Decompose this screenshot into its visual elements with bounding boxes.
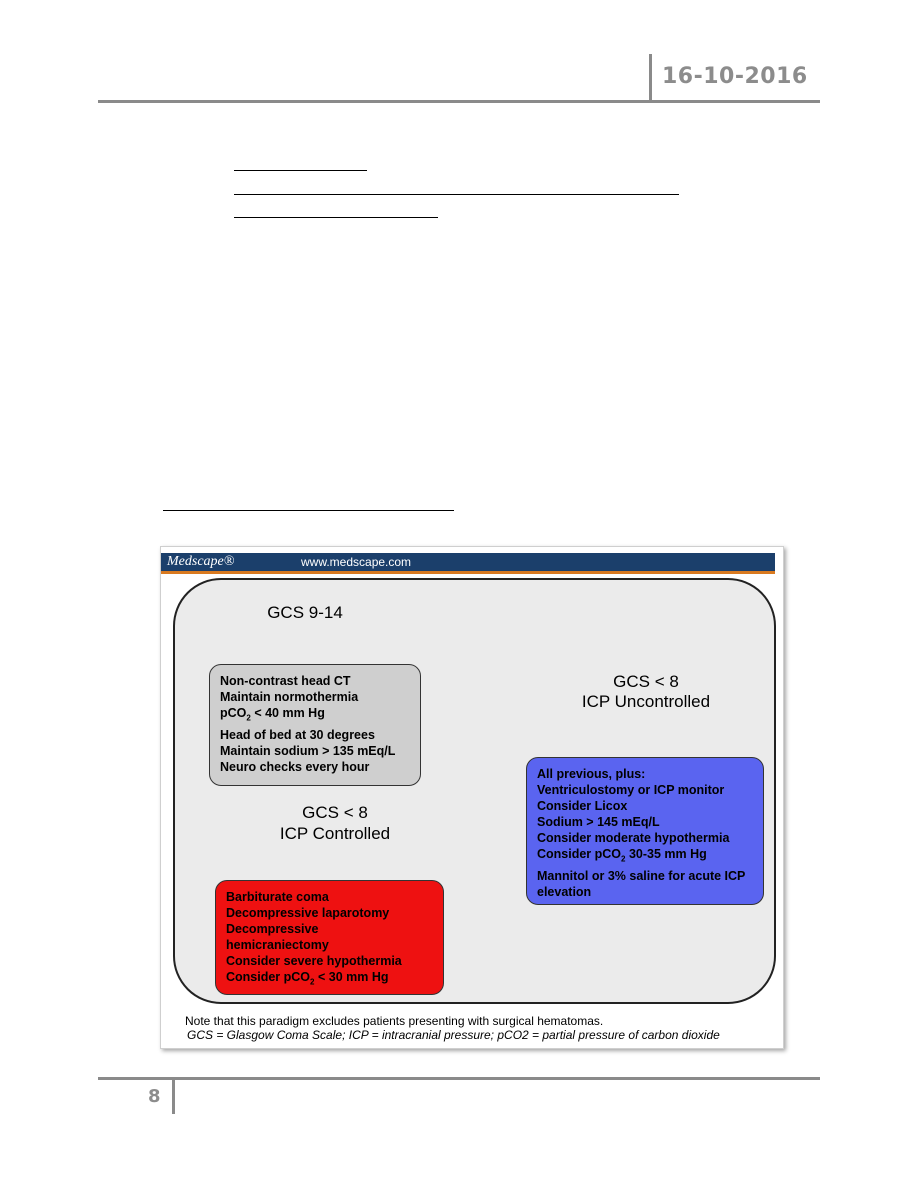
controlled-item: Consider pCO$_2$ < 30 mm Hg (226, 970, 389, 987)
figure-abbreviations: GCS = Glasgow Coma Scale; ICP = intracranial pressure; pCO2 = partial pressure of carbon dioxide (187, 1028, 720, 1042)
uncontrolled-heading-2: ICP Uncontrolled (581, 692, 711, 711)
footer-rule (98, 1077, 820, 1080)
paradigm-panel (173, 578, 776, 1004)
medscape-url: www.medscape.com (301, 555, 412, 569)
footer-divider (172, 1080, 175, 1114)
header-divider (649, 54, 652, 102)
controlled-item: Consider severe hypothermia (226, 954, 402, 968)
page-number: 8 (148, 1086, 161, 1107)
blank-line (234, 217, 438, 218)
uncontrolled-heading-1: GCS < 8 (613, 672, 679, 691)
controlled-heading-2: ICP Controlled (279, 824, 391, 843)
controlled-item: Barbiturate coma (226, 890, 329, 904)
blank-line (234, 170, 367, 171)
gcs914-heading: GCS 9-14 (267, 603, 343, 622)
header-date: 16-10-2016 (662, 64, 808, 89)
uncontrolled-item: Consider moderate hypothermia (537, 831, 730, 845)
controlled-heading-1: GCS < 8 (302, 803, 368, 822)
uncontrolled-box (526, 757, 764, 905)
gcs914-box (209, 664, 421, 786)
controlled-item: Decompressive laparotomy (226, 906, 390, 920)
gcs914-item: pCO$_2$ < 40 mm Hg (220, 706, 325, 723)
uncontrolled-item: Mannitol or 3% saline for acute ICP elevation (537, 868, 746, 899)
uncontrolled-item: All previous, plus: (537, 767, 646, 781)
blank-line (163, 510, 454, 511)
banner-stripe (161, 571, 775, 574)
gcs914-item: Neuro checks every hour (220, 759, 370, 774)
uncontrolled-item: Consider pCO$_2$ 30-35 mm Hg (537, 847, 707, 864)
medscape-logo: Medscape® (167, 554, 235, 569)
uncontrolled-item: Ventriculostomy or ICP monitor (537, 783, 725, 797)
gcs914-item: Maintain sodium > 135 mEq/L (220, 743, 396, 758)
figure-banner (161, 553, 775, 571)
blank-line (234, 194, 679, 195)
controlled-item: Decompressive hemicraniectomy (226, 922, 329, 952)
controlled-box (215, 880, 444, 995)
gcs914-item: Non-contrast head CT (220, 674, 351, 688)
management-figure (160, 546, 784, 1049)
figure-note: Note that this paradigm excludes patients presenting with surgical hematomas. (185, 1014, 604, 1028)
header-rule (98, 100, 820, 103)
uncontrolled-item: Consider Licox (537, 799, 628, 813)
gcs914-item: Head of bed at 30 degrees (220, 727, 375, 742)
gcs914-item: Maintain normothermia (220, 690, 359, 704)
uncontrolled-item: Sodium > 145 mEq/L (537, 815, 660, 829)
